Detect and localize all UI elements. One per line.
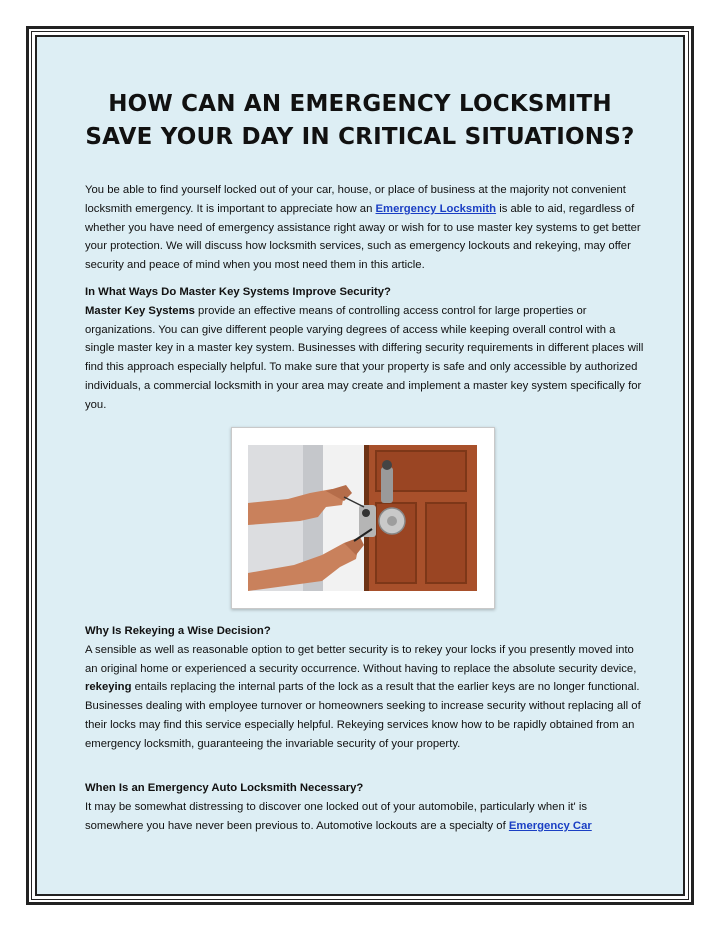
page-title-line1: HOW CAN AN EMERGENCY LOCKSMITH (108, 91, 612, 117)
emergency-locksmith-link[interactable]: Emergency Locksmith (375, 202, 497, 215)
intro-text-part2: is able to aid, regardless of whether you have need of emergency assistance right away or wish for to use master key systems to get better your protection. We will discuss how locksmith services, such as emergency lockouts and rekeying, may offer security and peace of mind when you most need them in this article. (85, 202, 641, 272)
master-key-bold-lead: Master Key Systems (85, 304, 195, 317)
auto-locksmith-body: It may be somewhat distressing to discover one locked out of your automobile, particularly when it' is somewhere you have never been previous to. Automotive lockouts are a specialty of (85, 800, 587, 832)
page-title (38, 88, 682, 154)
intro-paragraph (85, 181, 645, 275)
master-key-section (85, 283, 645, 415)
master-key-heading: In What Ways Do Master Key Systems Improve Security? (85, 286, 391, 298)
auto-locksmith-section (85, 779, 645, 835)
rekeying-section (85, 622, 645, 754)
master-key-body: provide an effective means of controlling access control for large properties or organizations. You can give different people varying degrees of access while keeping overall control with a single master key in a master key system. Businesses with differing security requirements in different places will find this approach especially helpful. To make sure that your property is safe and only accessible by authorized individuals, a commercial locksmith in your area may create and implement a master key system specifically for you. (85, 304, 644, 411)
rekeying-bold: rekeying (85, 681, 132, 694)
rekeying-heading: Why Is Rekeying a Wise Decision? (85, 625, 271, 637)
emergency-car-link[interactable]: Emergency Car (508, 819, 592, 832)
rekeying-body-part2: entails replacing the internal parts of the lock as a result that the earlier keys are no longer functional. Businesses dealing with employee turnover or homeowners seeking to increase security without replacing all of their locks may find this service especially helpful. Rekeying services know how to be rapidly obtained from an emergency locksmith, guaranteeing the invariable security of your property. (85, 681, 641, 750)
rekeying-body-part1: A sensible as well as reasonable option to get better security is to rekey your locks if you presently moved into an original home or experienced a security occurrence. Without having to replace the absolute security device, (85, 643, 637, 675)
intro-text-part1: You be able to find yourself locked out of your car, house, or place of business at the majority not convenient locksmith emergency. It is important to appreciate how an (85, 184, 626, 215)
locksmith-photo (231, 427, 495, 609)
locksmith-illustration (248, 445, 477, 591)
auto-locksmith-heading: When Is an Emergency Auto Locksmith Necessary? (85, 782, 364, 794)
document-page (38, 38, 682, 893)
page-title-line2: SAVE YOUR DAY IN CRITICAL SITUATIONS? (85, 124, 635, 150)
